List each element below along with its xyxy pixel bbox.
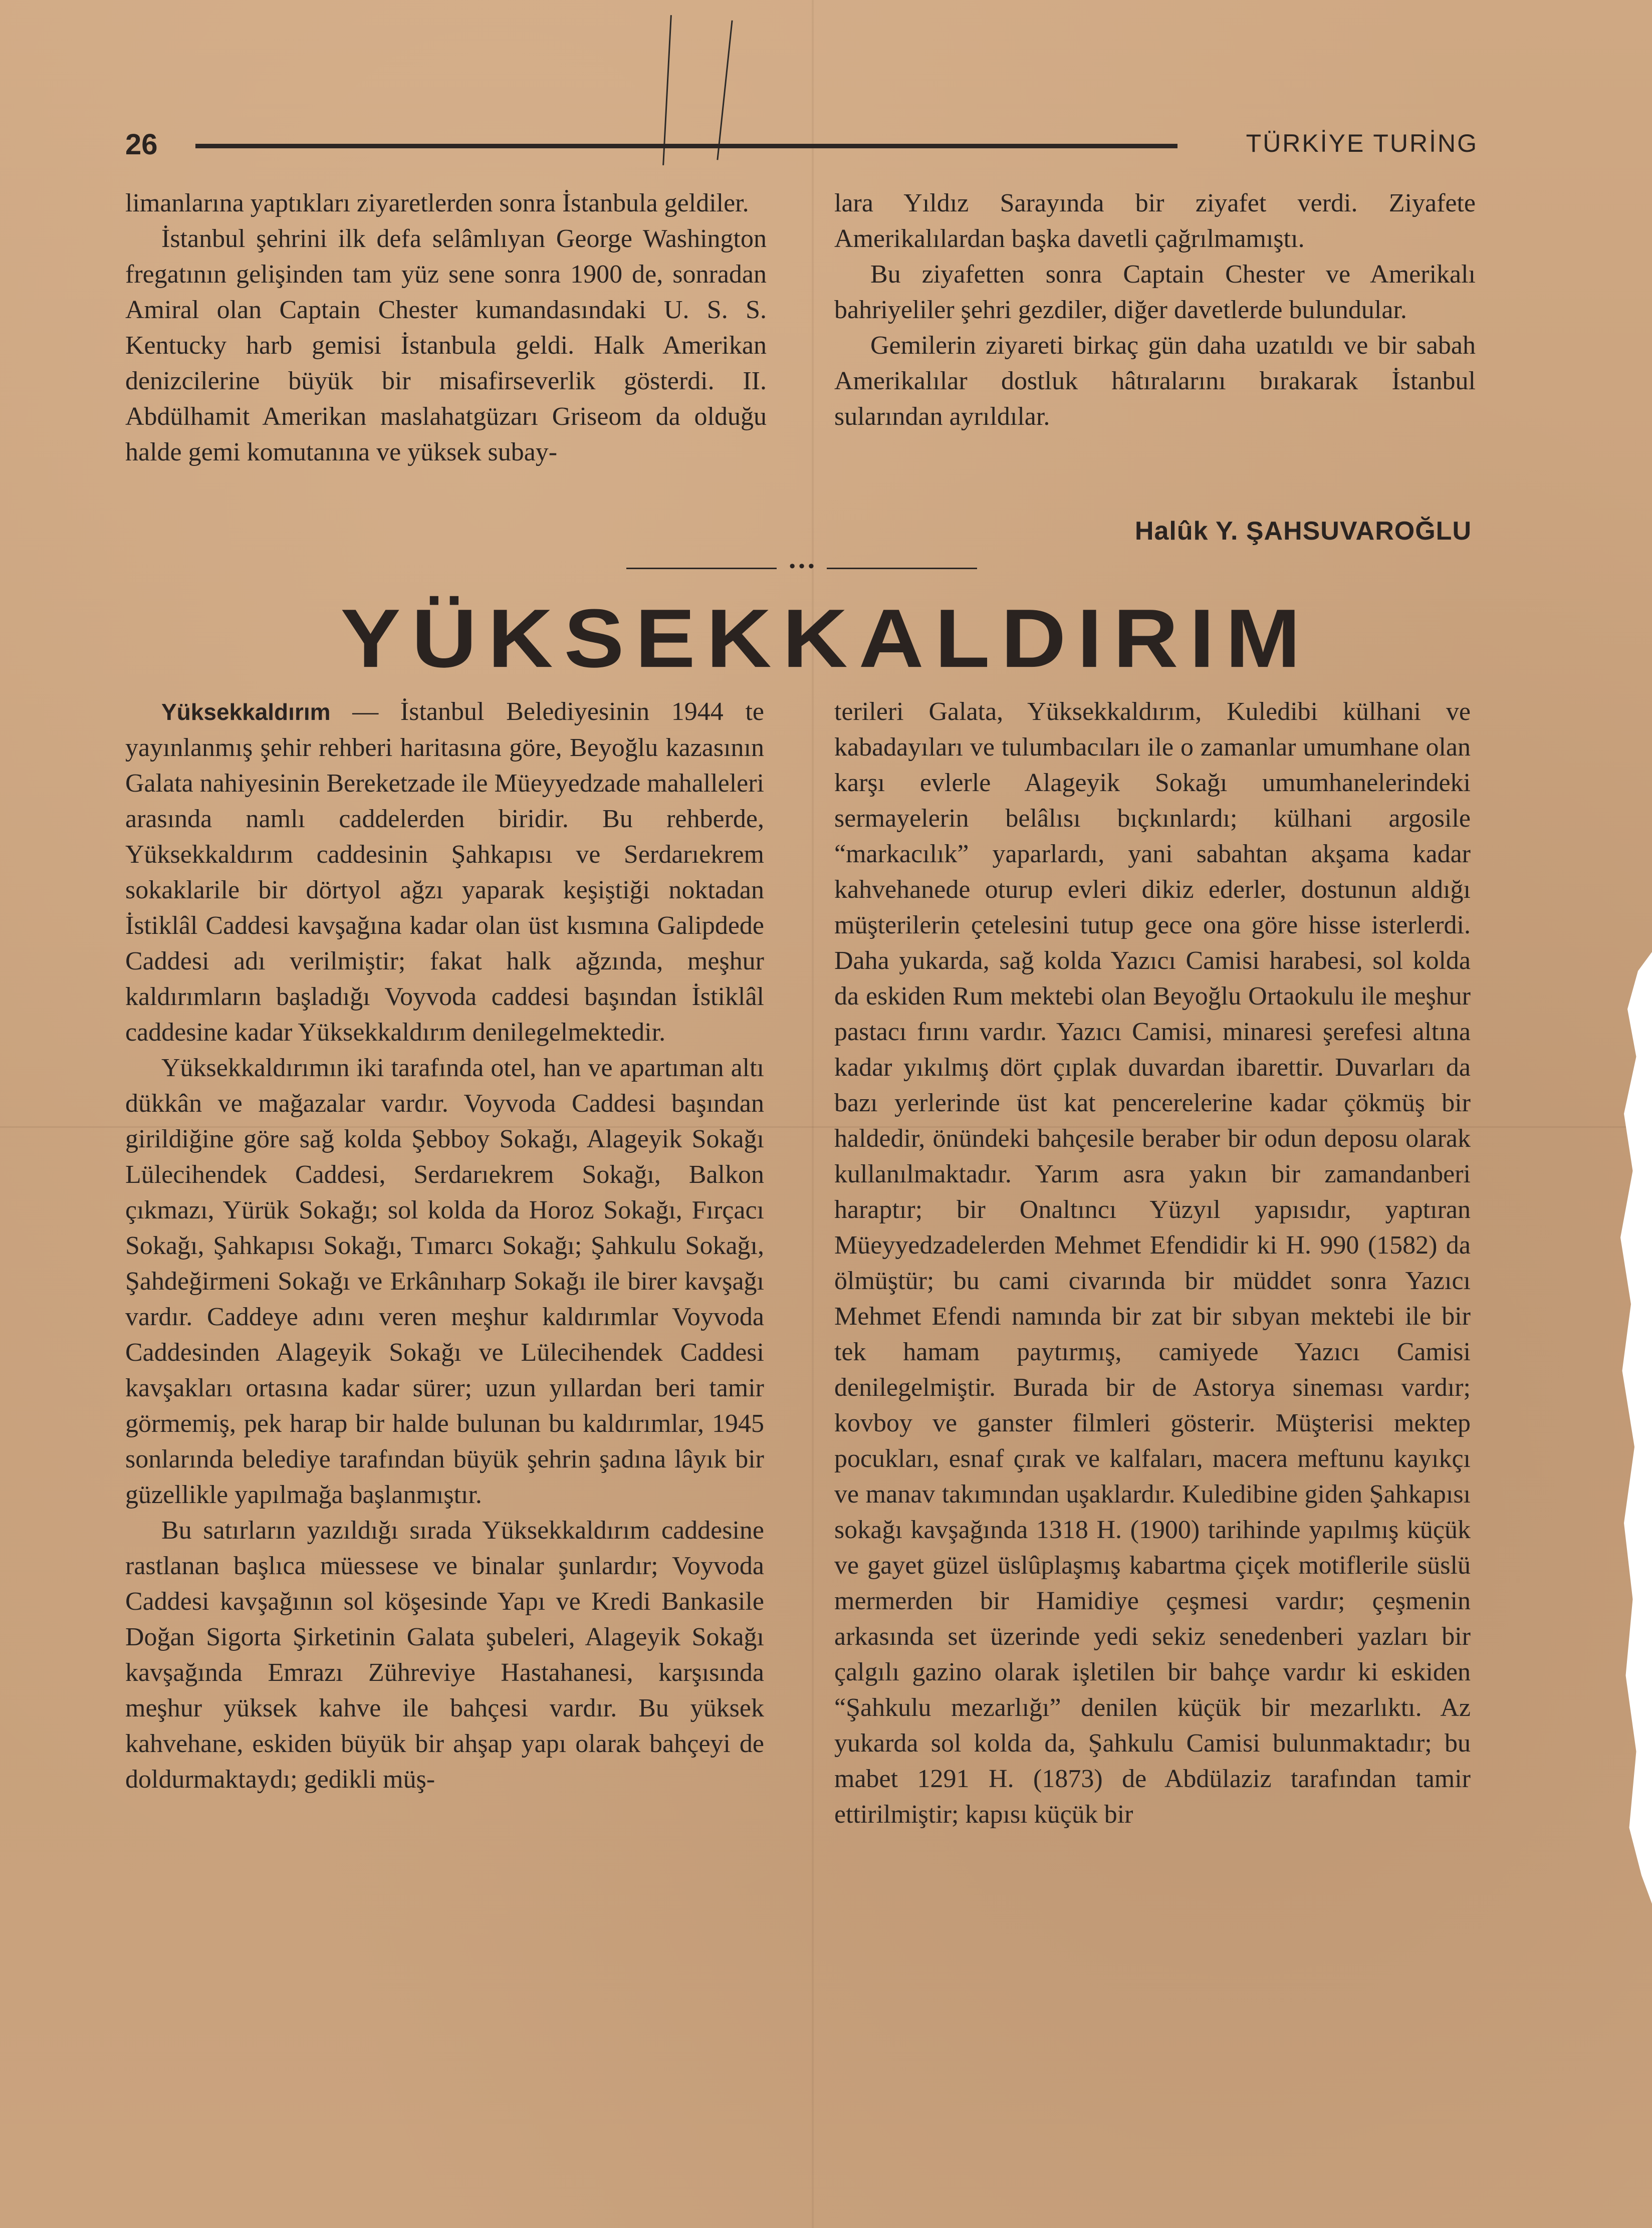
torn-edge [1617,952,1652,1904]
author-signature: Halûk Y. ŞAHSUVAROĞLU [1134,517,1472,546]
paragraph: lara Yıldız Sarayında bir ziyafet verdi. Ziyafete Amerikalılardan başka davetli çağrılmamıştı. [834,189,1476,253]
paragraph: İstanbul şehrini ilk defa selâmlıyan George Washington fregatının gelişinden tam yüz sene sonra 1900 de, sonradan Amiral olan Captain Chester kumandasındaki U. S. S. Kentucky harb gemisi İstanbula geldi. Halk Amerikan denizcilerine büyük bir misafirseverlik gösterdi. II. Abdülhamit Amerikan maslahatgüzarı Griseom da olduğu halde gemi komutanına ve yüksek subay- [125,224,767,466]
paragraph: limanlarına yaptıkları ziyaretlerden sonra İstanbula geldiler. [125,189,749,217]
paragraph: Bu satırların yazıldığı sırada Yüksekkaldırım caddesine rastlanan başlıca müessese ve binalar şunlardır; Voyvoda Caddesi kavşağının sol köşesinde Yapı ve Kredi Bankasile Doğan Sigorta Şirketinin Galata şubeleri, Alageyik Sokağı kavşağında Emrazı Zühreviye Hastahanesi, karşısında meşhur yüksek kahve ile bahçesi vardır. Bu yüksek kahvehane, eskiden büyük bir ahşap yapı olarak bahçeyi de doldurmaktaydı; gedikli müş- [125,1516,764,1794]
paragraph: Bu ziyafetten sonra Captain Chester ve Amerikalı bahriyeliler şehri gezdiler, diğer davetlerde bulundular. [834,260,1476,324]
lead-word: Yüksekkaldırım [161,699,331,725]
paragraph: Gemilerin ziyareti birkaç gün daha uzatıldı ve bir sabah Amerikalılar dostluk hâtıralarını bırakarak İstanbul sularından ayrıldılar. [834,331,1476,431]
article-right-column [834,694,1471,1832]
paragraph: terileri Galata, Yüksekkaldırım, Kuledibi külhani ve kabadayıları ve tulumbacıları ile o zamanlar umumhane olan karşı evlerle Alageyik Sokağı umumhanelerindeki sermayelerin belâlısı bıçkınlardı; külhani argosile “markacılık” yaparlardı, yani sabahtan akşama kadar kahvehanede oturup evleri dikiz ederler, dostunun aldığı müşterilerin çetelesini tutup gece ona göre hisse isterlerdi. Daha yukarda, sağ kolda Yazıcı Camisi harabesi, sol kolda da eskiden Rum mektebi olan Beyoğlu Ortaokulu ile meşhur pastacı fırını vardır. Yazıcı Camisi, minaresi şerefesi altına kadar yıkılmış dört çıplak duvardan ibarettir. Duvarları da bazı yerlerinde üst kat pencerelerine kadar çökmüş bir haldedir, önündeki bahçesile beraber bir odun deposu olarak kullanılmaktadır. Yarım asra yakın bir zamandanberi haraptır; bir Onaltıncı Yüzyıl yapısıdır, yaptıran Müeyyedzadelerden Mehmet Efendidir ki H. 990 (1582) da ölmüştür; bu cami civarında bir müddet sonra Yazıcı Mehmet Efendi namında bir zat bir sıbyan mektebi ile bir tek hamam paytırmış, camiyede Yazıcı Camisi denilegelmiştir. Burada bir de Astorya sineması vardır; kovboy ve ganster filmleri gösterir. Müşterisi mektep pocukları, esnaf çırak ve kalfaları, macera meftunu kayıkçı ve manav takımından uşaklardır. Kuledibine giden Şahkapısı sokağı kavşağında 1318 H. (1900) tarihinde yapılmış küçük ve gayet güzel üslûplaşmış kabartma çiçek motiflerile süslü mermerden bir Hamidiye çeşmesi vardır; çeşmenin arkasında set üzerinde yedi sekiz senedenberi yazları bir çalgılı gazino olarak işletilen bir bahçe vardır ki eskiden “Şahkulu mezarlığı” denilen küçük bir mezarlıktı. Az yukarda sol kolda da, Şahkulu Camisi bulunmaktadır; bu mabet 1291 H. (1873) de Abdülaziz tarafından tamir ettirilmiştir; kapısı küçük bir [834,697,1471,1829]
section-divider: ••• [626,566,977,570]
paragraph-text: — İstanbul Belediyesinin 1944 te yayınlanmış şehir rehberi haritasına göre, Beyoğlu kazasının Galata nahiyesinin Bereketzade ile Müeyyedzade mahalleleri arasında namlı caddelerden biridir. Bu rehberde, Yüksekkaldırım caddesinin Şahkapısı ve Serdarıekrem sokaklarile bir dörtyol ağzı yaparak keşiştiği noktadan İstiklâl Caddesi kavşağına kadar olan üst kısmına Galipdede Caddesi adı verilmiştir; fakat halk ağzında, meşhur kaldırımların başladığı Voyvoda caddesi başından İstiklâl caddesine kadar Yüksekkaldırım denilegelmektedir. [125,697,764,1047]
header-rule [195,144,1177,148]
magazine-title: TÜRKİYE TURİNG [1246,129,1478,157]
vertical-fold [812,0,814,2228]
page-number: 26 [125,128,158,161]
paragraph [125,694,764,1050]
page-header [125,123,1478,163]
prev-article-right-column [834,185,1476,434]
paragraph: Yüksekkaldırımın iki tarafında otel, han ve apartıman altı dükkân ve mağazalar vardır. Voyvoda Caddesi başından girildiğine göre sağ kolda Şebboy Sokağı, Alageyik Sokağı Lülecihendek Caddesi, Serdarıekrem Sokağı, Balkon çıkmazı, Yürük Sokağı; sol kolda da Horoz Sokağı, Fırçacı Sokağı, Şahkapısı Sokağı, Tımarcı Sokağı; Şahkulu Sokağı, Şahdeğirmeni Sokağı ve Erkânıharp Sokağı ile birer kavşağı vardır. Caddeye adını veren meşhur kaldırımlar Voyvoda Caddesinden Alageyik Sokağı ve Lülecihendek Caddesi kavşakları ortasına kadar sürer; uzun yıllardan beri tamir görmemiş, pek harap bir halde bulunan bu kaldırımlar, 1945 sonlarında belediye tarafından büyük şehrin şadına lâyık bir güzellikle yapılmağa başlanmıştır. [125,1054,764,1509]
article-title: YÜKSEKKALDIRIM [340,592,1312,685]
prev-article-left-column [125,185,767,470]
article-left-column [125,694,764,1797]
